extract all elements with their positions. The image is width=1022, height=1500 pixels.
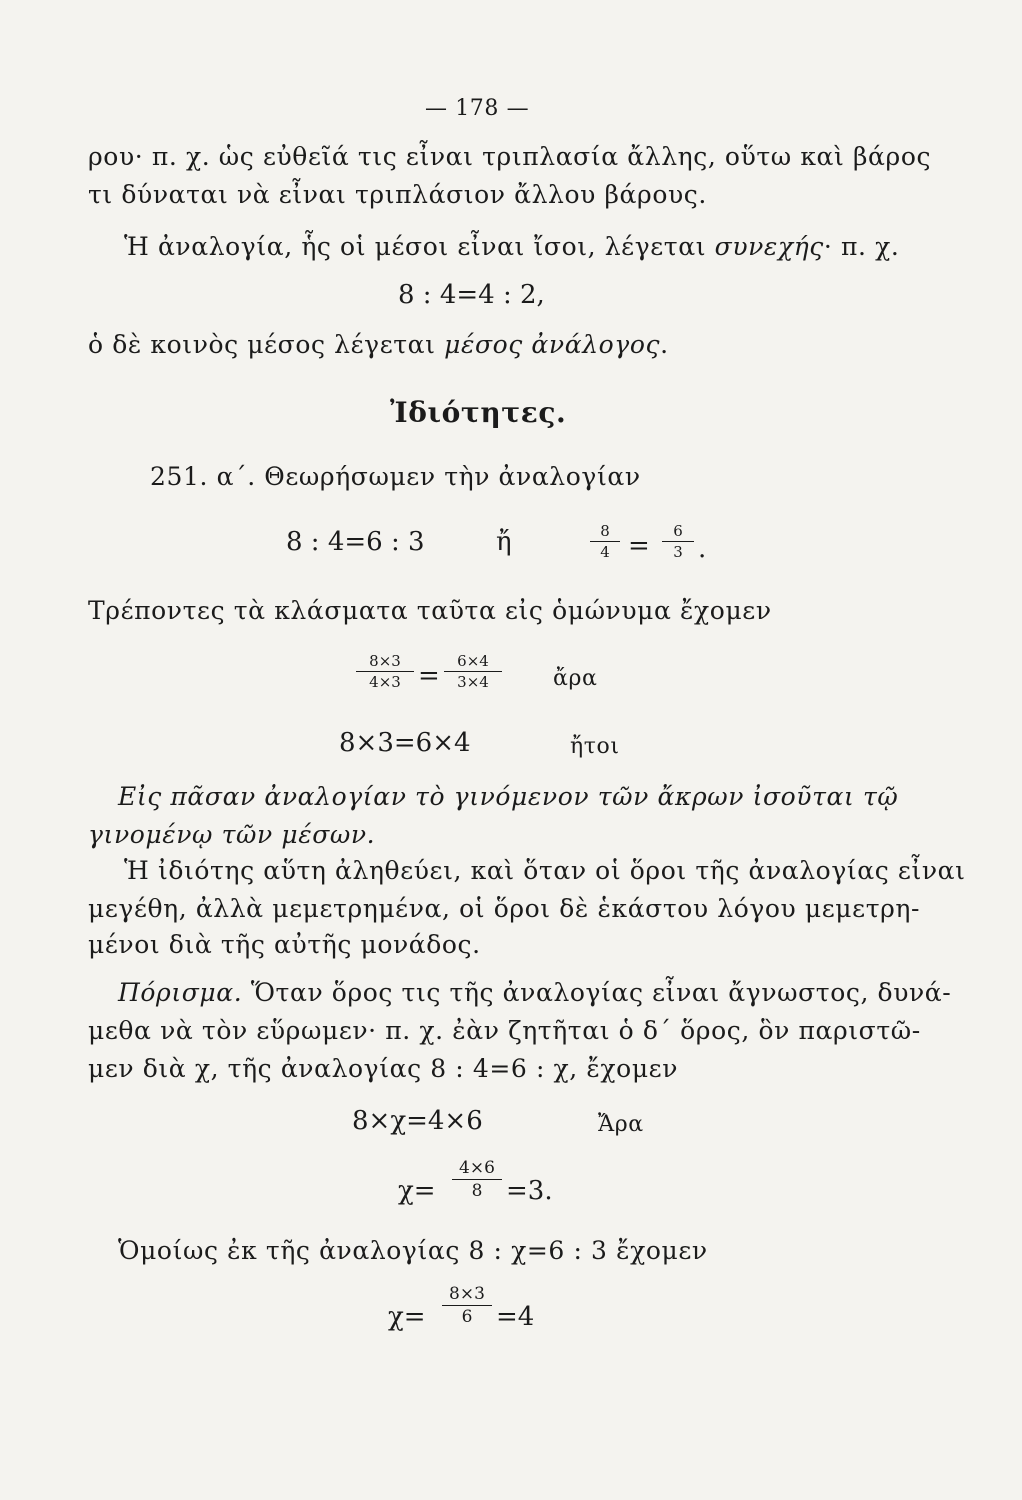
italic-term: συνεχής — [714, 232, 824, 261]
text-span: . — [660, 330, 669, 359]
text-line: Ἡ ἰδιότης αὕτη ἀληθεύει, καὶ ὅταν οἱ ὅροι τῆς ἀναλογίας εἶναι — [124, 856, 966, 885]
conjunction: Ἄρα — [598, 1112, 644, 1137]
text-line — [124, 232, 899, 262]
numerator: 8 — [600, 522, 610, 540]
math-result: =3. — [506, 1176, 553, 1206]
fraction — [356, 652, 414, 691]
text-line: μεγέθη, ἀλλὰ μεμετρημένα, οἱ ὅροι δὲ ἑκάστου λόγου μεμετρη- — [88, 894, 921, 923]
math-x-equals: χ= — [388, 1302, 426, 1332]
numerator: 6×4 — [457, 652, 489, 670]
section-heading: Ἰδιότητες. — [390, 396, 567, 429]
text-line — [88, 330, 669, 360]
fraction-bar — [356, 671, 414, 672]
fraction-bar — [452, 1179, 502, 1180]
text-span: Ἡ ἀναλογία, ἧς οἱ μέσοι εἶναι ἴσοι, λέγεται — [124, 232, 715, 261]
numerator: 6 — [673, 522, 683, 540]
fraction-bar — [442, 1305, 492, 1306]
denominator: 3 — [673, 543, 683, 561]
fraction-bar — [662, 541, 694, 542]
denominator: 6 — [461, 1307, 473, 1327]
text-line — [118, 978, 951, 1008]
text-line: τι δύναται νὰ εἶναι τριπλάσιον ἄλλου βάρους. — [88, 180, 707, 209]
equation: 8 : 4=4 : 2, — [398, 280, 545, 310]
fraction — [444, 652, 502, 691]
text-span: Ὅταν ὅρος τις τῆς ἀναλογίας εἶναι ἄγνωστος, δυνά- — [242, 978, 952, 1007]
conjunction: ἄρα — [553, 666, 598, 691]
text-span: ὁ δὲ κοινὸς μέσος λέγεται — [88, 330, 445, 359]
fraction — [662, 522, 694, 561]
math-result: =4 — [496, 1302, 535, 1332]
denominator: 4×3 — [369, 673, 401, 691]
text-line: μεν διὰ χ, τῆς ἀναλογίας 8 : 4=6 : χ, ἔχομεν — [88, 1054, 679, 1083]
italic-term: Πόρισμα. — [118, 978, 243, 1007]
fraction-bar — [590, 541, 620, 542]
numerator: 4×6 — [459, 1158, 495, 1178]
fraction-bar — [444, 671, 502, 672]
denominator: 4 — [600, 543, 610, 561]
fraction — [452, 1158, 502, 1201]
conjunction: ἤ — [496, 527, 512, 557]
denominator: 8 — [471, 1181, 483, 1201]
numerator: 8×3 — [449, 1284, 485, 1304]
text-line: ρου· π. χ. ὡς εὐθεῖά τις εἶναι τριπλασία ἄλλης, οὕτω καὶ βάρος — [88, 142, 932, 171]
text-span: · π. χ. — [823, 232, 900, 261]
fraction — [442, 1284, 492, 1327]
equals-sign: = — [628, 531, 650, 561]
theorem-line: γινομένῳ τῶν μέσων. — [88, 820, 376, 849]
text-line: μεθα νὰ τὸν εὕρωμεν· π. χ. ἐὰν ζητῆται ὁ δ΄ ὅρος, ὃν παριστῶ- — [88, 1016, 921, 1045]
italic-term: μέσος ἀνάλογος — [444, 330, 661, 359]
equation: 8×χ=4×6 — [352, 1106, 483, 1136]
text-line: Ὁμοίως ἐκ τῆς ἀναλογίας 8 : χ=6 : 3 ἔχομεν — [118, 1236, 708, 1265]
denominator: 3×4 — [457, 673, 489, 691]
period: . — [698, 534, 707, 564]
equals-sign: = — [418, 661, 440, 691]
text-line: Τρέποντες τὰ κλάσματα ταῦτα εἰς ὁμώνυμα ἔχομεν — [88, 596, 772, 625]
text-line: 251. α΄. Θεωρήσωμεν τὴν ἀναλογίαν — [150, 462, 641, 491]
numerator: 8×3 — [369, 652, 401, 670]
page-number: — 178 — — [425, 96, 530, 121]
equation: 8×3=6×4 — [339, 728, 471, 758]
theorem-line: Εἰς πᾶσαν ἀναλογίαν τὸ γινόμενον τῶν ἄκρων ἰσοῦται τῷ — [118, 782, 899, 811]
math-x-equals: χ= — [398, 1176, 436, 1206]
fraction — [590, 522, 620, 561]
conjunction: ἤτοι — [570, 734, 620, 759]
equation: 8 : 4=6 : 3 — [286, 527, 425, 557]
text-line: μένοι διὰ τῆς αὐτῆς μονάδος. — [88, 930, 481, 959]
